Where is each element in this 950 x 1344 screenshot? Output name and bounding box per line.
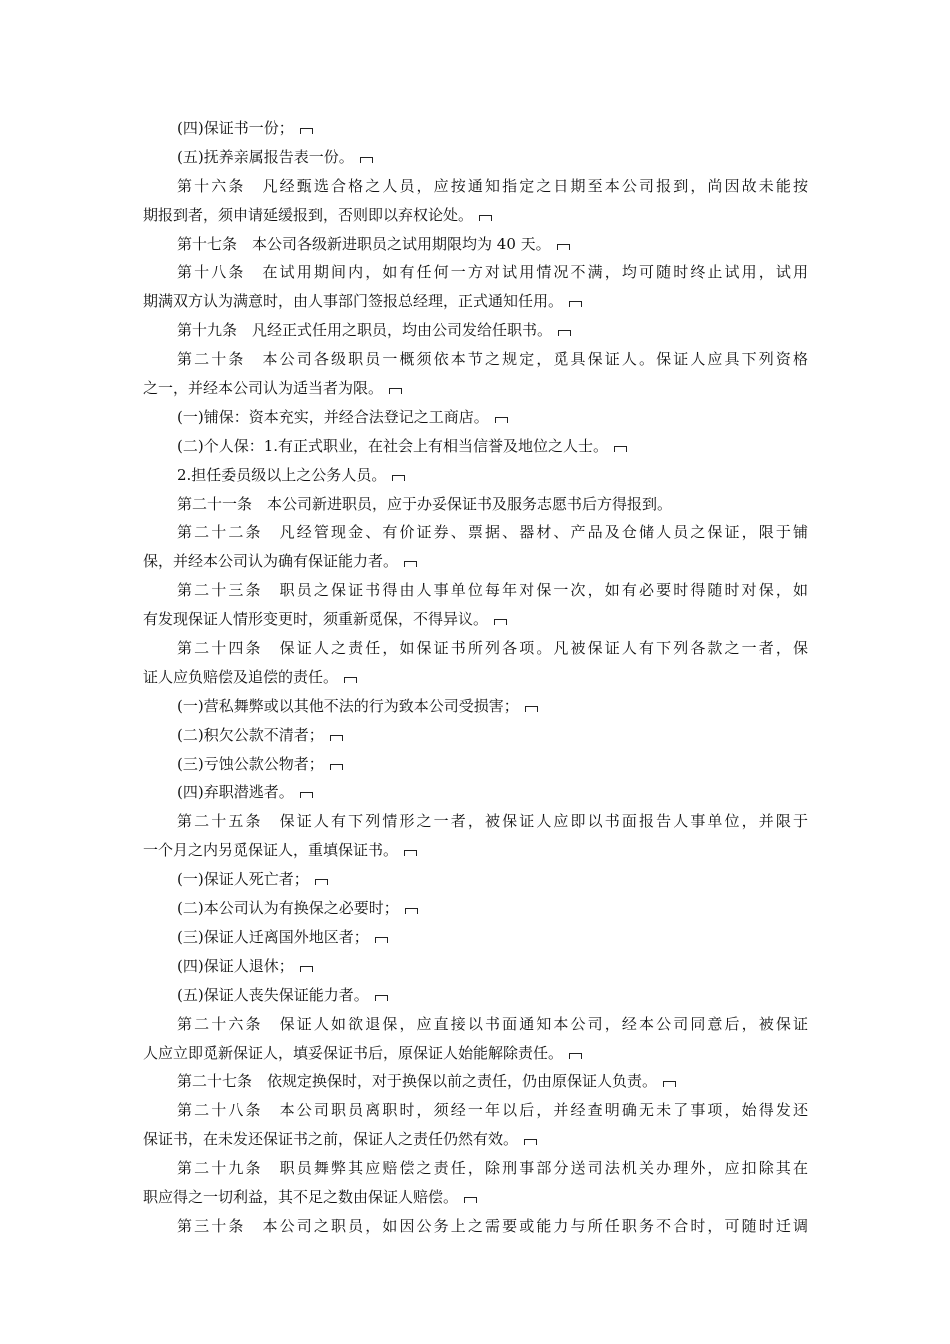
paragraph-mark-icon bbox=[405, 908, 418, 914]
text-line bbox=[143, 143, 808, 172]
text-line bbox=[143, 1039, 808, 1068]
text-line bbox=[143, 952, 808, 981]
text-line bbox=[143, 721, 808, 750]
text-line bbox=[143, 547, 808, 576]
line-text: 第十七条 本公司各级新进职员之试用期限均为 40 天。 bbox=[177, 234, 551, 253]
line-text: 第二十六条 保证人如欲退保，应直接以书面通知本公司，经本公司同意后，被保证 bbox=[177, 1014, 808, 1033]
text-line bbox=[143, 865, 808, 894]
paragraph-mark-icon bbox=[557, 244, 570, 250]
text-line bbox=[143, 1067, 808, 1096]
text-line bbox=[143, 923, 808, 952]
paragraph-mark-icon bbox=[389, 388, 402, 394]
line-text: (三)保证人迁离国外地区者； bbox=[177, 927, 369, 946]
text-line bbox=[143, 1183, 808, 1212]
paragraph-mark-icon bbox=[300, 792, 313, 798]
text-line bbox=[143, 518, 808, 547]
line-text: 之一，并经本公司认为适当者为限。 bbox=[143, 379, 384, 398]
paragraph-mark-icon bbox=[524, 1139, 537, 1145]
line-text: 证人应负赔偿及追偿的责任。 bbox=[143, 667, 339, 686]
line-text: (四)保证人退休； bbox=[177, 956, 294, 975]
line-text: 保，并经本公司认为确有保证能力者。 bbox=[143, 552, 399, 571]
paragraph-mark-icon bbox=[375, 937, 388, 943]
line-text: 有发现保证人情形变更时，须重新觅保，不得异议。 bbox=[143, 610, 489, 629]
text-line bbox=[143, 201, 808, 230]
paragraph-mark-icon bbox=[569, 301, 582, 307]
text-line bbox=[143, 1125, 808, 1154]
line-text: 保证书，在未发还保证书之前，保证人之责任仍然有效。 bbox=[143, 1130, 519, 1149]
line-text: (一)保证人死亡者； bbox=[177, 870, 309, 889]
paragraph-mark-icon bbox=[375, 995, 388, 1001]
text-line bbox=[143, 1212, 808, 1241]
text-line bbox=[143, 605, 808, 634]
text-line bbox=[143, 374, 808, 403]
line-text: (二)积欠公款不清者； bbox=[177, 725, 324, 744]
line-text: 第三十条 本公司之职员，如因公务上之需要或能力与所任职务不合时，可随时迁调 bbox=[177, 1216, 808, 1235]
paragraph-mark-icon bbox=[569, 1053, 582, 1059]
line-text: 2.担任委员级以上之公务人员。 bbox=[177, 465, 387, 484]
text-line bbox=[143, 461, 808, 490]
paragraph-mark-icon bbox=[479, 215, 492, 221]
paragraph-mark-icon bbox=[360, 157, 373, 163]
text-line bbox=[143, 345, 808, 374]
text-line bbox=[143, 807, 808, 836]
text-line bbox=[143, 1096, 808, 1125]
line-text: (二)个人保：1.有正式职业，在社会上有相当信誉及地位之人士。 bbox=[177, 436, 609, 455]
line-text: (五)抚养亲属报告表一份。 bbox=[177, 147, 354, 166]
paragraph-mark-icon bbox=[525, 706, 538, 712]
paragraph-mark-icon bbox=[330, 735, 343, 741]
text-line bbox=[143, 750, 808, 779]
line-text: 第二十七条 依规定换保时，对于换保以前之责任，仍由原保证人负责。 bbox=[177, 1072, 658, 1091]
paragraph-mark-icon bbox=[315, 879, 328, 885]
line-text: 第二十四条 保证人之责任，如保证书所列各项。凡被保证人有下列各款之一者，保 bbox=[177, 639, 808, 658]
paragraph-mark-icon bbox=[330, 764, 343, 770]
line-text: 职应得之一切利益，其不足之数由保证人赔偿。 bbox=[143, 1187, 459, 1206]
paragraph-mark-icon bbox=[392, 475, 405, 481]
line-text: (一)铺保：资本充实，并经合法登记之工商店。 bbox=[177, 407, 489, 426]
paragraph-mark-icon bbox=[404, 561, 417, 567]
text-line bbox=[143, 432, 808, 461]
line-text: (一)营私舞弊或以其他不法的行为致本公司受损害； bbox=[177, 696, 519, 715]
line-text: 第十六条 凡经甄选合格之人员，应按通知指定之日期至本公司报到，尚因故未能按 bbox=[177, 176, 808, 195]
line-text: (四)保证书一份； bbox=[177, 119, 294, 137]
text-line bbox=[143, 778, 808, 807]
line-text: 人应立即觅新保证人，填妥保证书后，原保证人始能解除责任。 bbox=[143, 1043, 564, 1062]
text-line bbox=[143, 1154, 808, 1183]
line-text: 第二十九条 职员舞弊其应赔偿之责任，除刑事部分送司法机关办理外，应扣除其在 bbox=[177, 1159, 808, 1178]
text-line bbox=[143, 230, 808, 259]
paragraph-mark-icon bbox=[344, 677, 357, 683]
line-text: (三)亏蚀公款公物者； bbox=[177, 754, 324, 773]
text-line bbox=[143, 663, 808, 692]
text-line bbox=[143, 981, 808, 1010]
line-text: 第二十三条 职员之保证书得由人事单位每年对保一次，如有必要时得随时对保，如 bbox=[177, 581, 808, 600]
line-text: 第二十条 本公司各级职员一概须依本节之规定，觅具保证人。保证人应具下列资格 bbox=[177, 350, 808, 369]
text-line bbox=[143, 894, 808, 923]
text-line bbox=[143, 316, 808, 345]
paragraph-mark-icon bbox=[300, 966, 313, 972]
line-text: 第十八条 在试用期间内，如有任何一方对试用情况不满，均可随时终止试用，试用 bbox=[177, 263, 808, 282]
line-text: 期报到者，须申请延缓报到，否则即以弃权论处。 bbox=[143, 205, 474, 224]
line-text: 第十九条 凡经正式任用之职员，均由公司发给任职书。 bbox=[177, 321, 553, 340]
text-line bbox=[143, 692, 808, 721]
document-body bbox=[143, 114, 808, 1241]
line-text: 第二十八条 本公司职员离职时，须经一年以后，并经查明确无未了事项，始得发还 bbox=[177, 1101, 808, 1120]
paragraph-mark-icon bbox=[558, 330, 571, 336]
line-text: 第二十五条 保证人有下列情形之一者，被保证人应即以书面报告人事单位，并限于 bbox=[177, 812, 808, 831]
text-line bbox=[143, 258, 808, 287]
paragraph-mark-icon bbox=[300, 128, 313, 134]
line-text: 第二十二条 凡经管现金、有价证券、票据、器材、产品及仓储人员之保证，限于铺 bbox=[177, 523, 808, 542]
line-text: 第二十一条 本公司新进职员，应于办妥保证书及服务志愿书后方得报到。 bbox=[177, 494, 673, 513]
paragraph-mark-icon bbox=[464, 1197, 477, 1203]
paragraph-mark-icon bbox=[404, 850, 417, 856]
line-text: (四)弃职潜逃者。 bbox=[177, 783, 294, 802]
line-text: 期满双方认为满意时，由人事部门签报总经理，正式通知任用。 bbox=[143, 292, 564, 311]
line-text: 一个月之内另觅保证人，重填保证书。 bbox=[143, 841, 399, 860]
text-line bbox=[143, 490, 808, 519]
text-line bbox=[143, 114, 808, 143]
paragraph-mark-icon bbox=[614, 446, 627, 452]
paragraph-mark-icon bbox=[663, 1081, 676, 1087]
text-line bbox=[143, 287, 808, 316]
text-line bbox=[143, 576, 808, 605]
text-line bbox=[143, 403, 808, 432]
paragraph-mark-icon bbox=[494, 619, 507, 625]
line-text: (五)保证人丧失保证能力者。 bbox=[177, 985, 369, 1004]
text-line bbox=[143, 172, 808, 201]
line-text: (二)本公司认为有换保之必要时； bbox=[177, 899, 399, 918]
text-line bbox=[143, 1010, 808, 1039]
paragraph-mark-icon bbox=[495, 417, 508, 423]
text-line bbox=[143, 634, 808, 663]
text-line bbox=[143, 836, 808, 865]
